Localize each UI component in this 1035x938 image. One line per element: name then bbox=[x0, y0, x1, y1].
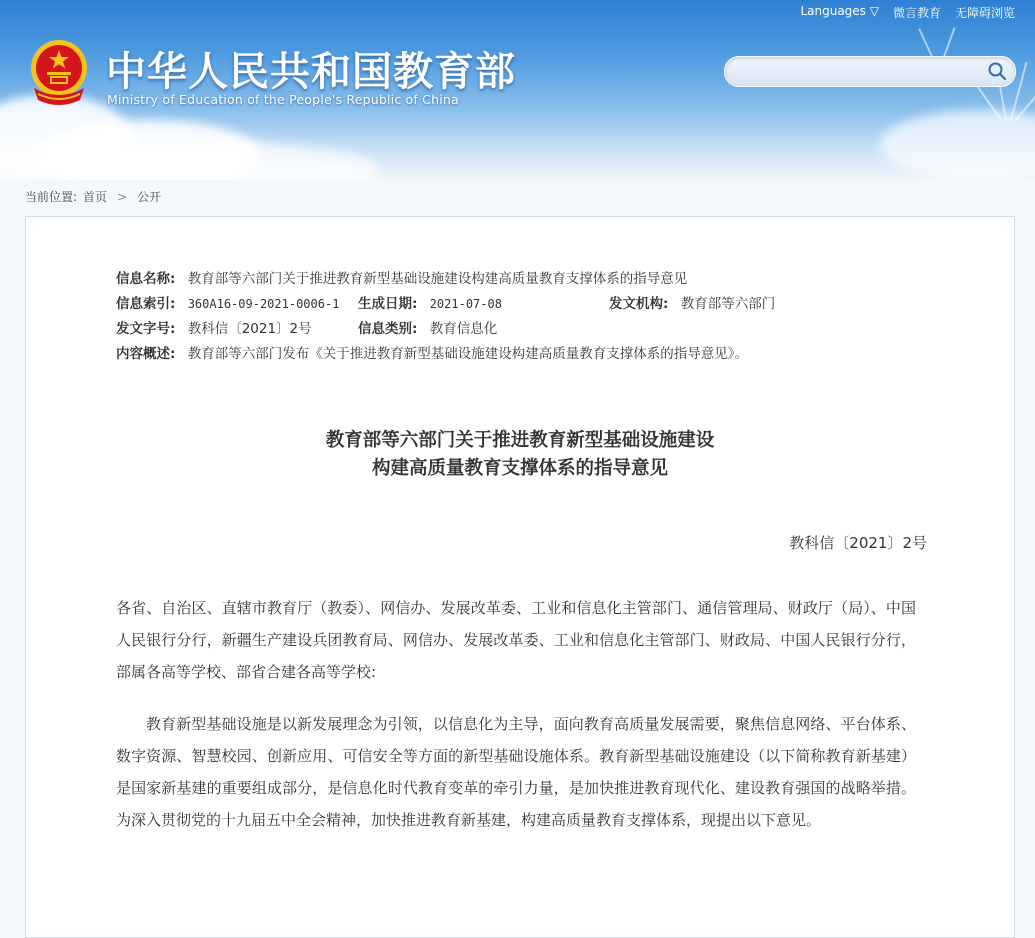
chevron-right-icon: > bbox=[117, 189, 128, 204]
info-summary-value: 教育部等六部门发布《关于推进教育新型基础设施建设构建高质量教育支撑体系的指导意见》。 bbox=[187, 346, 748, 362]
meta-row-docno bbox=[116, 317, 936, 342]
info-name-label: 信息名称: bbox=[116, 271, 176, 287]
addressee-paragraph: 各省、自治区、直辖市教育厅（教委）、网信办、发展改革委、工业和信息化主管部门、通信管理局、财政厅（局）、中国人民银行分行，新疆生产建设兵团教育局、网信办、发展改革委、工业和信息化主管部门、财政局、中国人民银行分行，部属各高等学校、部省合建各高等学校: bbox=[116, 599, 916, 681]
search-box bbox=[724, 56, 1016, 87]
info-category-value: 教育信息化 bbox=[429, 321, 498, 337]
cloud-decoration bbox=[880, 110, 1035, 180]
article-container bbox=[25, 216, 1015, 938]
meta-row-summary bbox=[116, 342, 936, 367]
site-title[interactable]: 中华人民共和国教育部 bbox=[106, 49, 516, 95]
meta-row-name bbox=[116, 267, 936, 292]
info-date-value: 2021-07-08 bbox=[429, 297, 502, 311]
info-docno-label: 发文字号: bbox=[116, 321, 176, 337]
info-category-label: 信息类别: bbox=[358, 321, 418, 337]
weiyan-link[interactable]: 微言教育 bbox=[892, 6, 941, 20]
cloud-decoration bbox=[0, 140, 380, 180]
breadcrumb bbox=[25, 188, 161, 205]
breadcrumb-home[interactable]: 首页 bbox=[83, 190, 108, 204]
search-input[interactable] bbox=[739, 62, 983, 82]
info-date-label: 生成日期: bbox=[358, 296, 418, 312]
document-title-line2: 构建高质量教育支撑体系的指导意见 bbox=[371, 458, 668, 479]
info-summary-label: 内容概述: bbox=[116, 346, 176, 362]
info-org-label: 发文机构: bbox=[609, 296, 669, 312]
header-banner bbox=[0, 0, 1035, 180]
document-title bbox=[26, 427, 1014, 483]
info-org-value: 教育部等六部门 bbox=[680, 296, 776, 312]
meta-row-index bbox=[116, 292, 936, 317]
info-docno-value: 教科信〔2021〕2号 bbox=[187, 321, 312, 337]
national-emblem-icon[interactable] bbox=[28, 38, 90, 108]
info-index-value: 360A16-09-2021-0006-1 bbox=[187, 297, 340, 311]
languages-link[interactable]: Languages ▽ bbox=[800, 4, 879, 18]
breadcrumb-public[interactable]: 公开 bbox=[137, 190, 162, 204]
top-links bbox=[800, 4, 1015, 21]
document-title-line1: 教育部等六部门关于推进教育新型基础设施建设 bbox=[325, 430, 715, 451]
info-name-value: 教育部等六部门关于推进教育新型基础设施建设构建高质量教育支撑体系的指导意见 bbox=[187, 271, 688, 287]
site-subtitle: Ministry of Education of the People's Republic of China bbox=[107, 92, 459, 107]
breadcrumb-label: 当前位置: bbox=[25, 190, 78, 204]
body-paragraph: 教育新型基础设施是以新发展理念为引领，以信息化为主导，面向教育高质量发展需要，聚焦信息网络、平台体系、数字资源、智慧校园、创新应用、可信安全等方面的新型基础设施体系。教育新型基础设施建设（以下简称教育新基建）是国家新基建的重要组成部分，是信息化时代教育变革的牵引力量，是加快推进教育现代化、建设教育强国的战略举措。为深入贯彻党的十九届五中全会精神，加快推进教育新基建，构建高质量教育支撑体系，现提出以下意见。 bbox=[116, 715, 916, 829]
accessibility-link[interactable]: 无障碍浏览 bbox=[954, 6, 1015, 20]
search-icon[interactable] bbox=[987, 61, 1007, 81]
info-index-label: 信息索引: bbox=[116, 296, 176, 312]
document-number: 教科信〔2021〕2号 bbox=[789, 534, 927, 552]
info-metadata bbox=[116, 267, 936, 367]
document-body bbox=[116, 592, 916, 836]
